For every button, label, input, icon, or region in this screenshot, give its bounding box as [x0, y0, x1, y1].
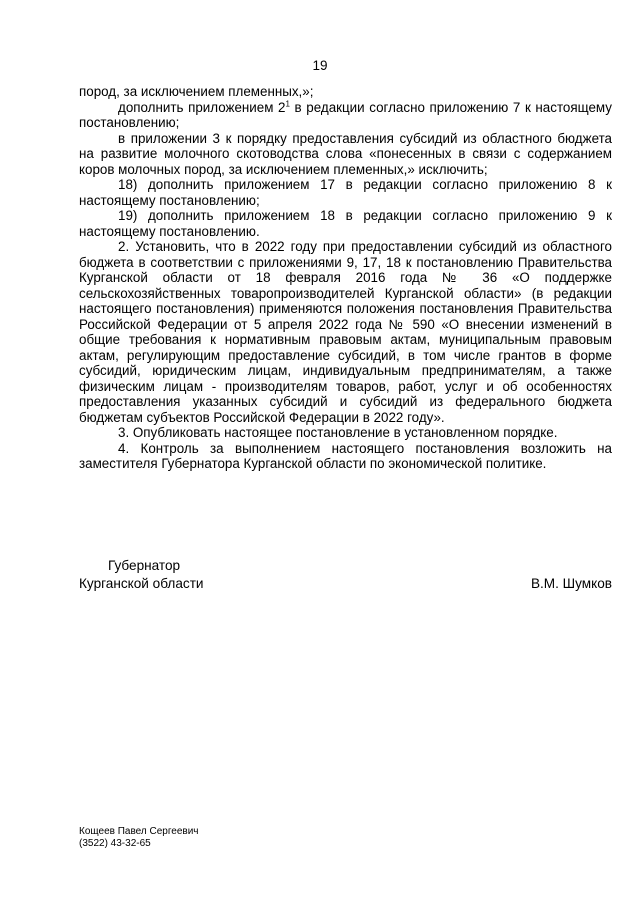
paragraph-2-text-start: дополнить приложением 2 [118, 99, 286, 115]
signatory-title: Губернатор [108, 558, 181, 573]
page-number: 19 [312, 58, 328, 73]
paragraph-5: 19) дополнить приложением 18 в редакции согласно приложению 9 к настоящему постановлению. [79, 208, 612, 239]
signatory-name: В.М. Шумков [530, 576, 612, 591]
document-body [79, 84, 612, 472]
paragraph-7: 3. Опубликовать настоящее постановление в установленном порядке. [118, 425, 558, 440]
paragraph-8: 4. Контроль за выполнением настоящего постановления возложить на заместителя Губернатора Курганской области по экономической политике. [79, 440, 612, 471]
paragraph-6: 2. Установить, что в 2022 году при предоставлении субсидий из областного бюджета в соответствии с приложениями 9, 17, 18 к постановлению Правительства Курганской области от 18 февраля 2016 года № 36 «О поддержке сельскохозяйственных товаропроизводителей Курганской области» (в редакции настоящего постановления) применяются положения постановления Правительства Российской Федерации от 5 апреля 2022 года № 590 «О внесении изменений в общие требования к нормативным правовым актам, муниципальным правовым актам, регулирующим предоставление субсидий, в том числе грантов в форме субсидий, юридическим лицам, индивидуальным предпринимателям, а также физическим лицам - производителям товаров, работ, услуг и об особенностях предоставления указанных субсидий и субсидий из федерального бюджета бюджетам субъектов Российской Федерации в 2022 году». [79, 239, 612, 425]
paragraph-1: пород, за исключением племенных,»; [79, 84, 314, 99]
paragraph-2 [79, 100, 612, 131]
signature-block [79, 557, 612, 593]
paragraph-3: в приложении 3 к порядку предоставления субсидий из областного бюджета на развитие молочного скотоводства слова «понесенных в связи с содержанием коров молочных пород, за исключением племенных,» исключить; [79, 130, 612, 177]
superscript-1: 1 [285, 99, 290, 109]
executor-name: Кощеев Павел Сергеевич [79, 826, 199, 837]
paragraph-2-text-end: в редакции согласно приложению 7 к настоящему постановлению; [79, 99, 612, 130]
signatory-row [79, 575, 612, 593]
executor-phone: (3522) 43-32-65 [79, 838, 151, 849]
signatory-region: Курганской области [79, 576, 204, 591]
executor-footer [79, 826, 199, 850]
paragraph-4: 18) дополнить приложением 17 в редакции согласно приложению 8 к настоящему постановлению; [79, 177, 612, 208]
